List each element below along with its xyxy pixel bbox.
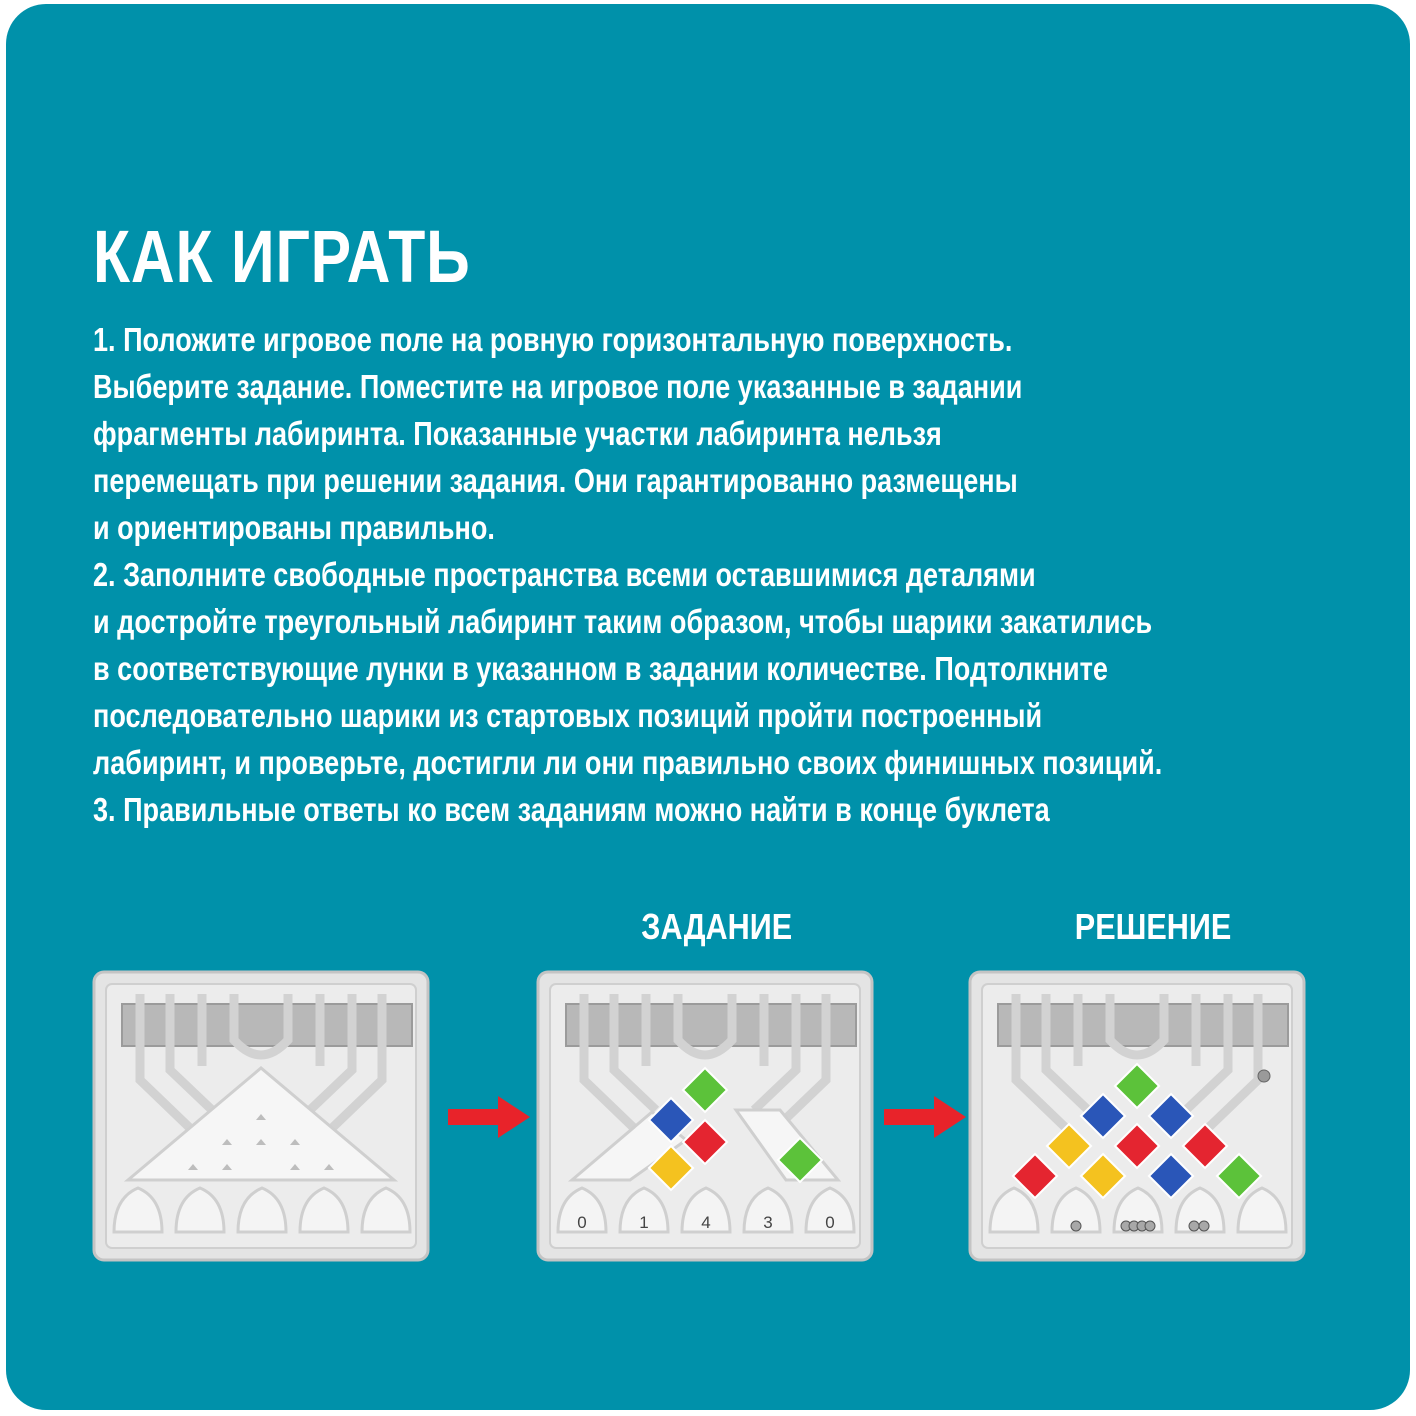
how-to-play-card: [6, 4, 1410, 1410]
page-title: КАК ИГРАТЬ: [93, 215, 471, 298]
hole-count: 3: [763, 1213, 773, 1232]
instruction-line: 2. Заполните свободные пространства всеми оставшимися деталями: [93, 556, 1036, 593]
instruction-line: лабиринт, и проверьте, достигли ли они правильно своих финишных позиций.: [93, 744, 1163, 781]
arrow-right-icon: [448, 1096, 530, 1138]
instruction-line: и достройте треугольный лабиринт таким образом, чтобы шарики закатились: [93, 603, 1153, 640]
task-label: ЗАДАНИЕ: [641, 906, 793, 947]
instruction-line: последовательно шарики из стартовых позиций пройти построенный: [93, 697, 1043, 734]
solution-label: РЕШЕНИЕ: [1074, 906, 1232, 947]
solution-board: [968, 970, 1306, 1262]
hole-count: 0: [577, 1213, 587, 1232]
instruction-line: 1. Положите игровое поле на ровную горизонтальную поверхность.: [93, 321, 1013, 358]
arrow-right-icon: [884, 1096, 966, 1138]
instruction-line: и ориентированы правильно.: [93, 509, 495, 546]
instructions: [93, 316, 1257, 833]
task-board: [536, 970, 874, 1262]
instruction-line: 3. Правильные ответы ко всем заданиям можно найти в конце буклета: [93, 791, 1050, 828]
instruction-line: в соответствующие лунки в указанном в задании количестве. Подтолкните: [93, 650, 1108, 687]
hole-count: 0: [825, 1213, 835, 1232]
instruction-line: фрагменты лабиринта. Показанные участки лабиринта нельзя: [93, 415, 942, 452]
instruction-line: Выберите задание. Поместите на игровое поле указанные в задании: [93, 368, 1023, 405]
hole-count: 1: [639, 1213, 649, 1232]
instruction-line: перемещать при решении задания. Они гарантированно размещены: [93, 462, 1018, 499]
empty-board: [92, 970, 430, 1262]
hole-count: 4: [701, 1213, 711, 1232]
